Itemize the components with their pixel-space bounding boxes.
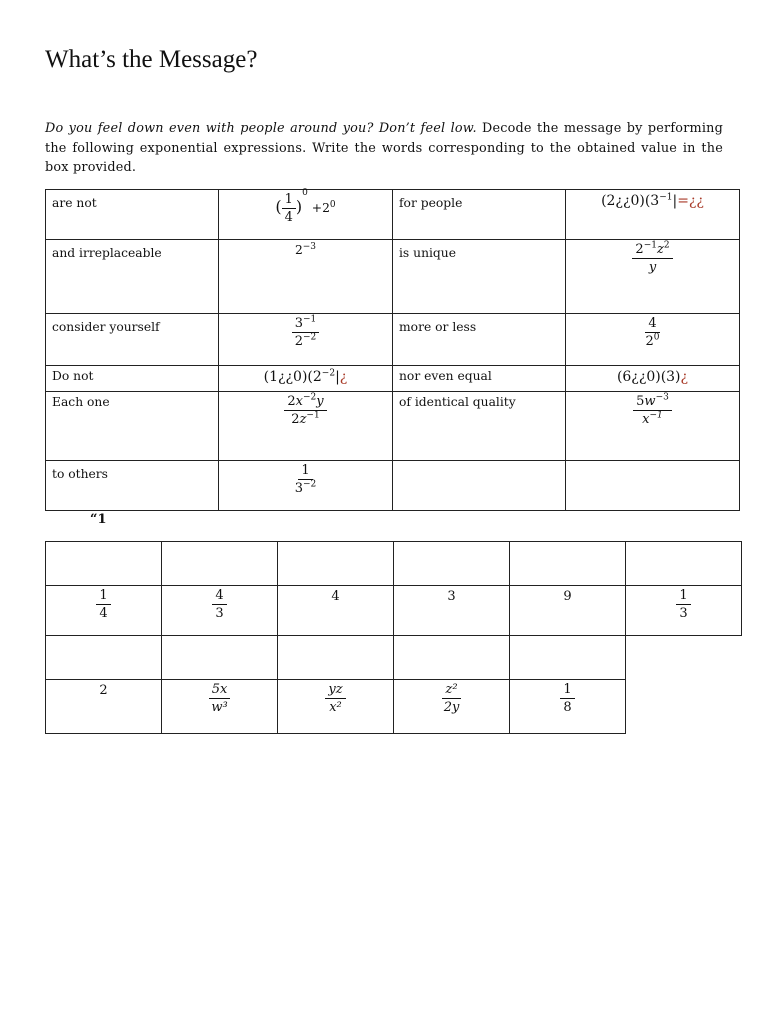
answer-box[interactable] [394, 542, 510, 586]
empty-space [626, 636, 742, 680]
value-cell [394, 680, 510, 734]
expression-cell [566, 190, 740, 240]
value-cell [46, 586, 162, 636]
answer-box[interactable] [46, 636, 162, 680]
phrase-cell: to others [46, 461, 219, 511]
expression-cell [566, 314, 740, 366]
phrase-cell: more or less [393, 314, 566, 366]
phrase-cell: of identical quality [393, 392, 566, 461]
expression: $\frac{1}{3^{-2}}$ [294, 463, 317, 496]
phrase-cell: for people [393, 190, 566, 240]
answer-box[interactable] [510, 542, 626, 586]
answer-table [45, 541, 742, 734]
answer-box[interactable] [394, 636, 510, 680]
expression: $\frac{5w^{-3}}{x^{-1}}$ [633, 395, 672, 426]
value-cell: 4 [278, 586, 394, 636]
expression-cell [219, 461, 393, 511]
answer-box[interactable] [46, 542, 162, 586]
instructions-text: Decode the message by performing the following exponential expressions. Write the words corresponding to the obtained value in the box provided. [45, 121, 723, 175]
value-row [46, 680, 742, 734]
answer-box[interactable] [162, 636, 278, 680]
expression-cell [219, 366, 393, 392]
instructions [45, 119, 723, 178]
expression-cell [219, 240, 393, 314]
expression: $\frac{3^{-1}}{2^{-2}}$ [292, 317, 320, 348]
value: $\frac{1}{8}$ [560, 683, 574, 714]
empty-space [626, 680, 742, 734]
empty-cell [393, 461, 566, 511]
value-cell [162, 680, 278, 734]
expression-cell [219, 314, 393, 366]
expression-cell [566, 366, 740, 392]
answer-blank-row [46, 636, 742, 680]
phrase-cell: Do not [46, 366, 219, 392]
value-cell [278, 680, 394, 734]
value-cell [510, 680, 626, 734]
value: $\frac{yz}{\text{x²}}$ [325, 683, 345, 714]
expression: ( $\frac{1}{4}$ )$^0 +2^0$ [275, 187, 336, 225]
clue-row [46, 461, 740, 511]
value: $\frac{\text{z²}}{2y}$ [443, 682, 460, 715]
expression: $2^{-3}$ [294, 241, 317, 257]
expression-cell [219, 187, 393, 240]
phrase-cell: is unique [393, 240, 566, 314]
value-cell [626, 586, 742, 636]
answer-box[interactable] [278, 636, 394, 680]
instructions-italic: Do you feel down even with people around you? Don’t feel low. [45, 121, 477, 136]
phrase-cell: nor even equal [393, 366, 566, 392]
value: $\frac{5x}{\text{w³}}$ [208, 683, 230, 714]
answer-box[interactable] [626, 542, 742, 586]
phrase-cell: and irreplaceable [46, 240, 219, 314]
value: $\frac{1}{3}$ [676, 589, 690, 620]
value-cell: 2 [46, 680, 162, 734]
answer-box[interactable] [510, 636, 626, 680]
phrase-cell: consider yourself [46, 314, 219, 366]
phrase-cell: Each one [46, 392, 219, 461]
clue-table [45, 189, 740, 511]
expression: (6¿¿0)(3)¿ [616, 369, 689, 385]
value-cell: 9 [510, 586, 626, 636]
clue-row [46, 366, 740, 392]
clue-row [46, 240, 740, 314]
expression: $(2¿¿0)(3^{-1}|=¿¿$ [601, 192, 704, 209]
expression-cell [566, 240, 740, 314]
value: $\frac{4}{3}$ [212, 589, 226, 620]
expression-cell [566, 392, 740, 461]
clue-row [46, 314, 740, 366]
quote-mark: “1 [90, 512, 107, 527]
phrase-cell: are not [46, 190, 219, 240]
empty-cell [566, 461, 740, 511]
answer-blank-row [46, 542, 742, 586]
expression: $\frac{4}{2^0}$ [645, 316, 660, 349]
expression: $\frac{2^{-1}z^2}{y}$ [632, 243, 672, 274]
value-cell: 3 [394, 586, 510, 636]
clue-row [46, 190, 740, 240]
value-cell [162, 586, 278, 636]
value: $\frac{1}{4}$ [96, 589, 110, 620]
clue-row [46, 392, 740, 461]
expression: $\frac{2x^{-2}y}{2z^{-1}}$ [284, 395, 326, 426]
expression-cell [219, 392, 393, 461]
value-row [46, 586, 742, 636]
answer-box[interactable] [162, 542, 278, 586]
answer-box[interactable] [278, 542, 394, 586]
expression: $(1¿¿0)(2^{-2}|¿$ [263, 368, 348, 385]
page-title: What’s the Message? [45, 46, 258, 73]
